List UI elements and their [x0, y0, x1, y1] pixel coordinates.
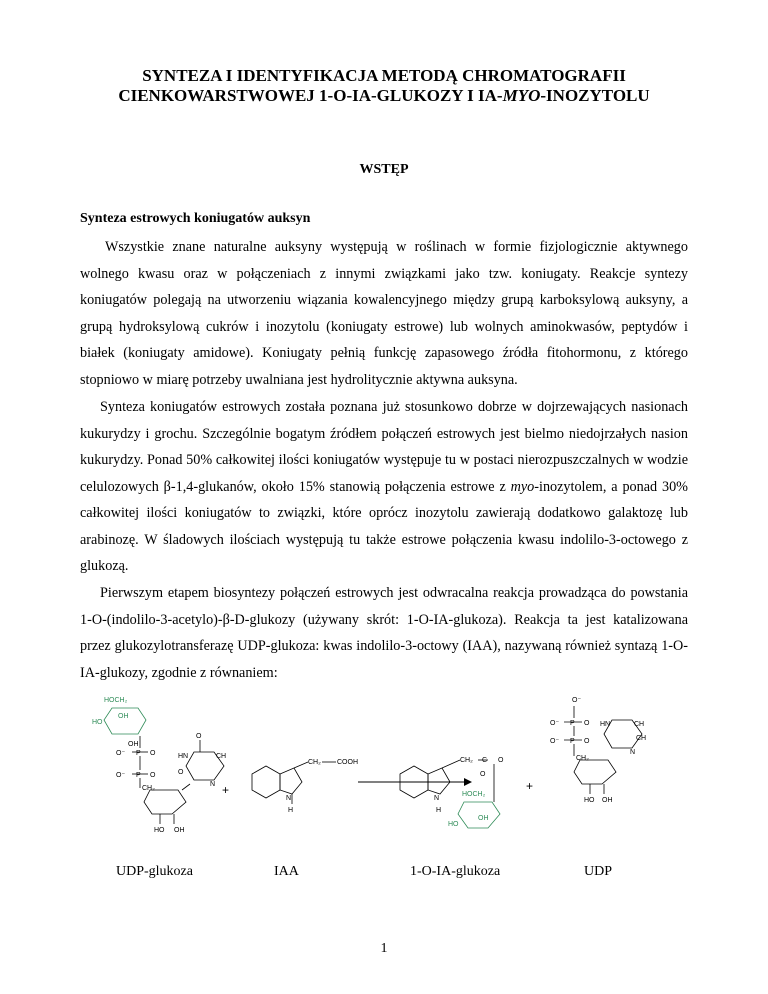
label-iag-n: N [434, 795, 440, 802]
label-o-minus-2: O⁻ [116, 772, 126, 779]
title-line-2-part-b: -INOZYTOLU [540, 86, 650, 105]
label-iag-ho: HO [448, 821, 459, 828]
label-ch: CH [216, 753, 227, 760]
label-iag-ch2: CH₂ [460, 757, 473, 764]
label-udp-p-2: P [570, 738, 575, 745]
page-number: 1 [380, 941, 388, 956]
label-udp-o-minus: O⁻ [572, 697, 582, 704]
ia-glucose-green-labels [448, 791, 489, 828]
label-udp-ch2: CH₂ [576, 755, 589, 762]
title-line-2-italic: MYO [502, 86, 541, 105]
paragraph-3: Pierwszym etapem biosyntezy połączeń estrowych jest odwracalna reakcja prowadząca do powstania 1-O-(indolilo-3-acetylo)-β-D-glukozy (używany skrót: 1-O-IA-glukoza). Reakcja ta jest katalizowana przez glukozylotransferazę UDP-glukoza: kwas indolilo-3-octowy (IAA), nazywaną również syntazą 1-O-IA-glukozy, zgodnie z równaniem: [80, 585, 688, 681]
paragraph-2 [80, 394, 688, 580]
udp-labels [550, 697, 646, 804]
label-udp-o-minus-3: O⁻ [550, 738, 560, 745]
paragraph-2-italic: myo [510, 478, 535, 495]
reaction-scheme [90, 690, 678, 850]
title-line-2-part-a: CIENKOWARSTWOWEJ 1-O-IA-GLUKOZY I IA- [118, 86, 503, 105]
label-iag-c: C [482, 757, 488, 764]
caption-udp: UDP [584, 864, 613, 879]
section-heading: WSTĘP [359, 162, 409, 177]
label-o-2: O [150, 772, 156, 779]
paragraph-1: Wszystkie znane naturalne auksyny występują w roślinach w formie fizjologicznie aktywnego wolnego kwasu oraz w połączeniach z innymi związkami jako tzw. koniugaty. Reakcje syntezy koniugatów polegają na utworzeniu wiązania kowalencyjnego między grupą karboksylową auksyny, a grupą hydroksylową cukrów i inozytolu (koniugaty estrowe) lub wolnych aminokwasów, peptydów i białek (koniugaty amidowe). Koniugaty pełnią funkcję zapasowego źródła fitohormonu, z którego stopniowo w miarę potrzeby uwalniana jest hydrolitycznie aktywna auksyna. [80, 239, 688, 388]
label-p-1: P [136, 750, 141, 757]
title-line-2 [0, 86, 768, 106]
caption-ia-glucose: 1-O-IA-glukoza [410, 864, 501, 879]
udp-glucose-structure [104, 708, 227, 824]
label-hoch2: HOCH₂ [104, 697, 128, 704]
label-hn: HN [178, 753, 189, 760]
label-udp-ho: HO [584, 797, 595, 804]
label-ho-2: HO [154, 827, 165, 834]
label-o-1: O [150, 750, 156, 757]
udp-glucose-labels [92, 697, 129, 726]
iaa-structure [252, 762, 336, 804]
label-iaa-cooh: COOH [337, 759, 358, 766]
label-n: N [210, 781, 216, 788]
plus-1: + [222, 783, 230, 797]
label-ho: HO [92, 719, 103, 726]
paragraph-2-part-b: -inozytolem, a ponad 30% całkowitej ilości koniugatów to związki, które oprócz inozytolu zawierają dodatkowo galaktozę lub arabinozę. W śladowych ilościach występują tu także estrowe połączenia kwasu indolilo-3-octowego z glukozą. [80, 478, 688, 574]
label-udp-n: N [630, 749, 636, 756]
label-oh-2: OH [128, 741, 139, 748]
title-line-1: SYNTEZA I IDENTYFIKACJA METODĄ CHROMATOGRAFII [142, 66, 626, 85]
label-oh-3: OH [174, 827, 185, 834]
label-o-minus: O⁻ [116, 750, 126, 757]
label-udp-o-2: O [584, 738, 590, 745]
label-iag-hoch2: HOCH₂ [462, 791, 486, 798]
plus-2: + [526, 779, 534, 793]
label-o-3: O [196, 733, 202, 740]
udp-glucose-black-labels [116, 733, 226, 834]
label-iaa-h: H [288, 807, 294, 814]
label-p-2: P [136, 772, 141, 779]
iaa-labels [286, 759, 358, 814]
label-oh: OH [118, 713, 129, 720]
label-udp-oh: OH [602, 797, 613, 804]
label-iaa-n: N [286, 795, 292, 802]
label-iag-o: O [498, 757, 504, 764]
label-udp-ch: CH [634, 721, 645, 728]
ia-glucose-labels [434, 757, 504, 814]
label-udp-o-minus-2: O⁻ [550, 720, 560, 727]
subheading: Synteza estrowych koniugatów auksyn [80, 211, 311, 226]
label-iag-oh: OH [478, 815, 489, 822]
reaction-arrow [358, 778, 472, 786]
label-iag-h: H [436, 807, 442, 814]
document-title [0, 66, 768, 106]
label-udp-o-1: O [584, 720, 590, 727]
paragraph-2-part-a: Synteza koniugatów estrowych została poznana już stosunkowo dobrze w dojrzewających nasionach kukurydzy i grochu. Szczególnie bogatym źródłem połączeń estrowych jest bielmo niedojrzałych nasion kukurydzy. Ponad 50% całkowitej ilości koniugatów występuje tu w postaci nierozpuszczalnych w wodzie celulozowych β-1,4-glukanów, około 15% stanowią połączenia estrowe z [80, 399, 688, 495]
caption-iaa: IAA [274, 864, 299, 879]
label-iaa-ch2: CH₂ [308, 759, 321, 766]
label-udp-ch-2: CH [636, 735, 647, 742]
label-udp-p-1: P [570, 720, 575, 727]
label-o-4: O [178, 769, 184, 776]
label-ch2: CH₂ [142, 785, 155, 792]
caption-udp-glucose: UDP-glukoza [116, 864, 193, 879]
label-iag-o2: O [480, 771, 486, 778]
label-udp-hn: HN [600, 721, 611, 728]
